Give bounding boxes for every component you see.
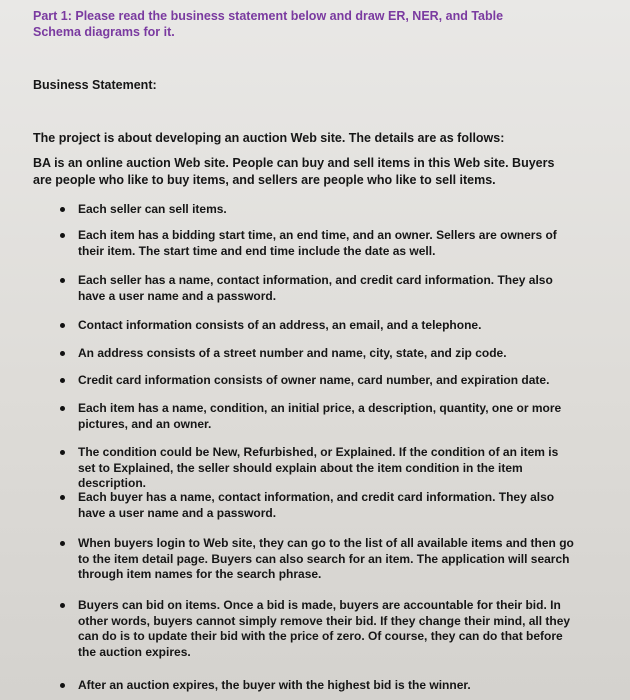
bullet-icon bbox=[60, 683, 65, 688]
bullet-icon bbox=[60, 406, 65, 411]
bullet-icon bbox=[60, 207, 65, 212]
bullet-icon bbox=[60, 323, 65, 328]
bullet-icon bbox=[60, 378, 65, 383]
bullet-icon bbox=[60, 450, 65, 455]
bullet-icon bbox=[60, 351, 65, 356]
bullet-icon bbox=[60, 278, 65, 283]
bullet-icon bbox=[60, 603, 65, 608]
part-heading: Part 1: Please read the business statement below and draw ER, NER, and Table Schema diagrams for it. bbox=[33, 9, 504, 39]
document-photo: Part 1: Please read the business statement below and draw ER, NER, and Table Schema diagrams for it. Business Statement: The project is about developing an auction Web site. The details are as follows: BA is an online auction Web site. People can buy and sell items in this Web site. Buyers are people who like to buy items, and sellers are people who like to sell items. Each seller can sell items. Each item has a bidding start time, an end time, and an owner. Sellers are owners of their item. The start time and end time include the date as well. Each seller has a name, contact information, and credit card information. They also have a user name and a password. Contact information consists of an address, an email, and a telephone. An address consists of a street number and name, city, state, and zip code. Credit card information consists of owner name, card number, and expiration date. Each item has a name, condition, an initial price, a description, quantity, one or more pictures, and an owner. The condition could be New, Refurbished, or Explained. If the condition of an item is set to Explained, the seller should explain about the item condition in the item description. Each buyer has a name, contact information, and credit card information. They also have a user name and a password. When buyers login to Web site, they can go to the list of all available items and then go to the item detail page. Buyers can also search for an item. The application will search through item names for the search phrase. Buyers can bid on items. Once a bid is made, buyers are accountable for their bid. In other words, buyers cannot simply remove their bid. If they change their mind, all they can do is to update their bid with the price of zero. Of course, they can do that before the auction expires. After an auction expires, the buyer with the highest bid is the winner. bbox=[0, 0, 630, 700]
intro-line: The project is about developing an auction Web site. The details are as follows: bbox=[33, 131, 505, 145]
section-label: Business Statement: bbox=[33, 78, 157, 92]
bullet-icon bbox=[60, 233, 65, 238]
bullet-icon bbox=[60, 541, 65, 546]
intro-paragraph: BA is an online auction Web site. People can buy and sell items in this Web site. Buyers are people who like to buy items, and sellers are people who like to sell items. bbox=[33, 156, 555, 187]
bullet-icon bbox=[60, 495, 65, 500]
